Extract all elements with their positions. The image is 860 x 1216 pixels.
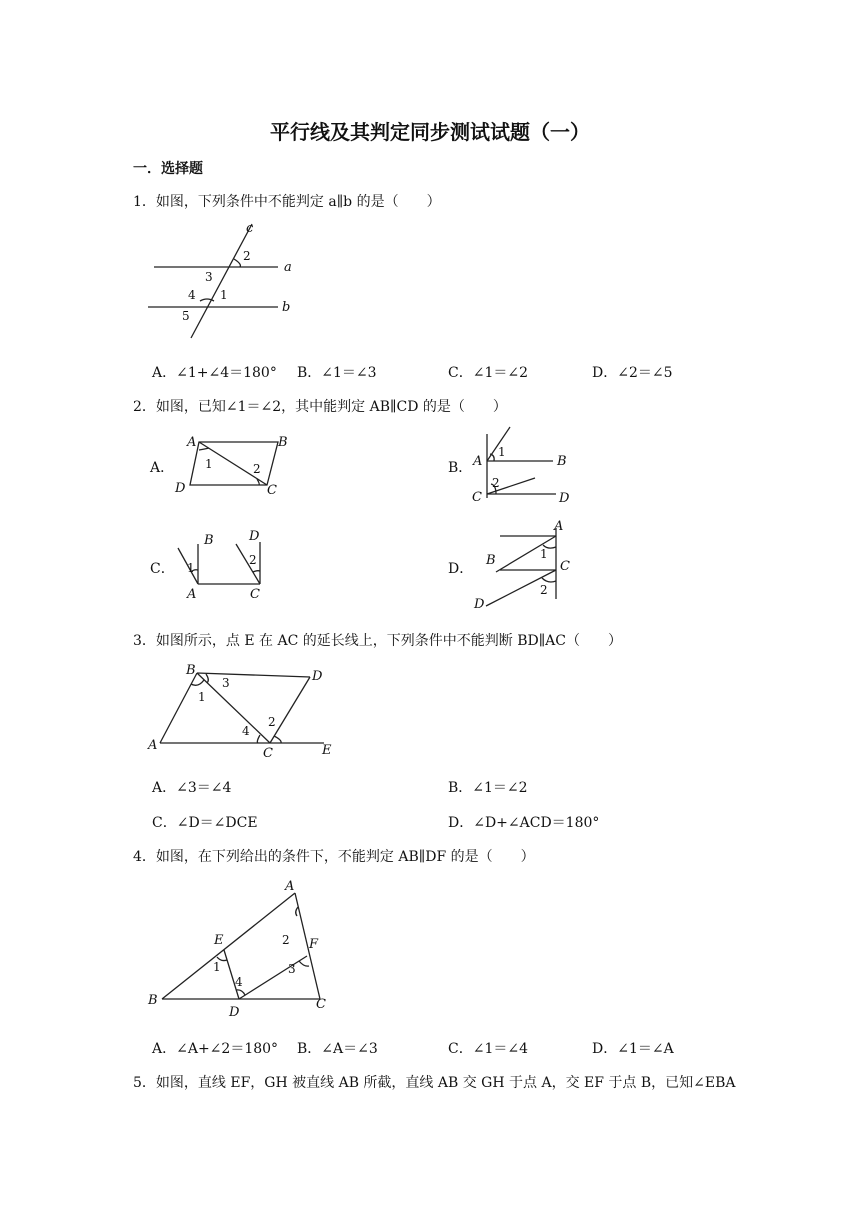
q1-option-a[interactable]: A．∠1+∠4＝180° — [152, 365, 277, 381]
label-d: D — [559, 491, 570, 506]
q4-option-b[interactable]: B．∠A＝∠3 — [297, 1041, 378, 1057]
angle-label-2: 2 — [282, 933, 290, 947]
q3-option-a[interactable]: A．∠3＝∠4 — [152, 780, 232, 796]
q2-figure-a — [168, 430, 288, 496]
angle-label-2: 2 — [243, 249, 251, 263]
angle-label-3: 3 — [222, 676, 230, 690]
label-d: D — [229, 1005, 240, 1020]
line-cd — [270, 677, 310, 743]
label-a: A — [148, 738, 158, 753]
angle-arc-4 — [200, 299, 214, 301]
angle-arc-2 — [234, 259, 240, 267]
section-heading: 一．选择题 — [133, 161, 203, 177]
angle-label-5: 5 — [182, 309, 190, 323]
q2-option-a-label[interactable]: A． — [150, 460, 175, 476]
q2-option-b-label[interactable]: B． — [448, 460, 473, 476]
angle-arc-2 — [542, 578, 556, 582]
q2-figure-c — [170, 528, 280, 604]
angle-label-2: 2 — [253, 462, 261, 476]
line-bc — [197, 673, 270, 743]
q4-option-c[interactable]: C．∠1＝∠4 — [448, 1041, 528, 1057]
label-d: D — [474, 597, 485, 612]
label-b: B — [186, 663, 196, 678]
angle-label-1: 1 — [220, 288, 228, 302]
label-e: E — [322, 743, 332, 758]
label-a: A — [187, 435, 197, 450]
angle-label-2: 2 — [249, 553, 257, 567]
angle-arc-2 — [253, 571, 260, 572]
page-title: 平行线及其判定同步测试试题（一） — [270, 120, 590, 144]
question-3-figure — [146, 660, 346, 760]
angle-arc-1 — [199, 448, 209, 450]
label-a: A — [554, 519, 564, 534]
q4-option-a[interactable]: A．∠A+∠2＝180° — [152, 1041, 279, 1057]
q3-option-c[interactable]: C．∠D＝∠DCE — [152, 815, 258, 831]
q2-option-c-label[interactable]: C． — [150, 561, 175, 577]
question-2-stem: 2．如图，已知∠1＝∠2，其中能判定 AB∥CD 的是（ ） — [133, 399, 507, 415]
angle-label-4: 4 — [235, 975, 243, 989]
q2-figure-d — [468, 514, 584, 614]
angle-label-1: 1 — [198, 690, 206, 704]
angle-label-1: 1 — [498, 445, 506, 459]
line-ab — [160, 673, 197, 743]
angle-arc-2 — [296, 907, 298, 916]
question-5-stem: 5．如图，直线 EF，GH 被直线 AB 所截，直线 AB 交 GH 于点 A，交 EF 于点 B，已知∠EBA — [133, 1075, 736, 1091]
line-ba — [162, 893, 295, 999]
angle-label-1: 1 — [187, 561, 195, 575]
label-c: C — [267, 483, 277, 496]
line-bd — [197, 673, 310, 677]
angle-label-4: 4 — [188, 288, 196, 302]
label-a: a — [284, 260, 292, 275]
question-4-figure — [146, 876, 336, 1022]
q1-option-b[interactable]: B．∠1＝∠3 — [297, 365, 377, 381]
label-d: D — [175, 481, 186, 496]
label-d: D — [312, 669, 323, 684]
angle-label-2: 2 — [492, 476, 500, 490]
q1-option-d[interactable]: D．∠2＝∠5 — [592, 365, 673, 381]
angle-label-2: 2 — [540, 583, 548, 597]
label-a: A — [285, 879, 295, 894]
label-c: C — [250, 587, 260, 602]
label-c: C — [472, 490, 482, 505]
question-4-stem: 4．如图，在下列给出的条件下，不能判定 AB∥DF 的是（ ） — [133, 849, 535, 865]
label-b: b — [282, 300, 291, 315]
label-d: D — [249, 529, 260, 544]
label-c: C — [263, 746, 273, 760]
angle-arc-4 — [257, 735, 260, 743]
angle-label-3: 3 — [288, 962, 296, 976]
label-b: B — [557, 454, 567, 469]
line-c — [191, 224, 252, 338]
question-1-figure — [140, 218, 300, 346]
label-b: B — [204, 533, 214, 548]
angle-arc-3 — [299, 961, 309, 966]
label-b: B — [148, 993, 158, 1008]
q3-option-d[interactable]: D．∠D+∠ACD＝180° — [448, 815, 600, 831]
question-3-stem: 3．如图所示，点 E 在 AC 的延长线上，下列条件中不能判断 BD∥AC（ ） — [133, 633, 623, 649]
angle-label-4: 4 — [242, 724, 250, 738]
label-b: B — [278, 435, 288, 450]
line-df — [239, 956, 307, 999]
q1-option-c[interactable]: C．∠1＝∠2 — [448, 365, 528, 381]
q3-option-b[interactable]: B．∠1＝∠2 — [448, 780, 528, 796]
label-c: C — [560, 559, 570, 574]
angle-label-2: 2 — [268, 715, 276, 729]
label-a: A — [187, 587, 197, 602]
label-e: E — [214, 933, 224, 948]
label-c: c — [246, 221, 254, 236]
label-f: F — [309, 937, 319, 952]
angle-label-3: 3 — [205, 270, 213, 284]
label-c: C — [316, 997, 326, 1012]
label-b: B — [486, 553, 496, 568]
label-a: A — [473, 454, 483, 469]
angle-label-1: 1 — [205, 457, 213, 471]
angle-label-1: 1 — [213, 960, 221, 974]
q2-figure-b — [468, 422, 578, 506]
angle-label-1: 1 — [540, 547, 548, 561]
q2-option-d-label[interactable]: D． — [448, 561, 474, 577]
question-1-stem: 1．如图，下列条件中不能判定 a∥b 的是（ ） — [133, 194, 441, 210]
q4-option-d[interactable]: D．∠1＝∠A — [592, 1041, 674, 1057]
angle-arc-2 — [274, 736, 281, 743]
